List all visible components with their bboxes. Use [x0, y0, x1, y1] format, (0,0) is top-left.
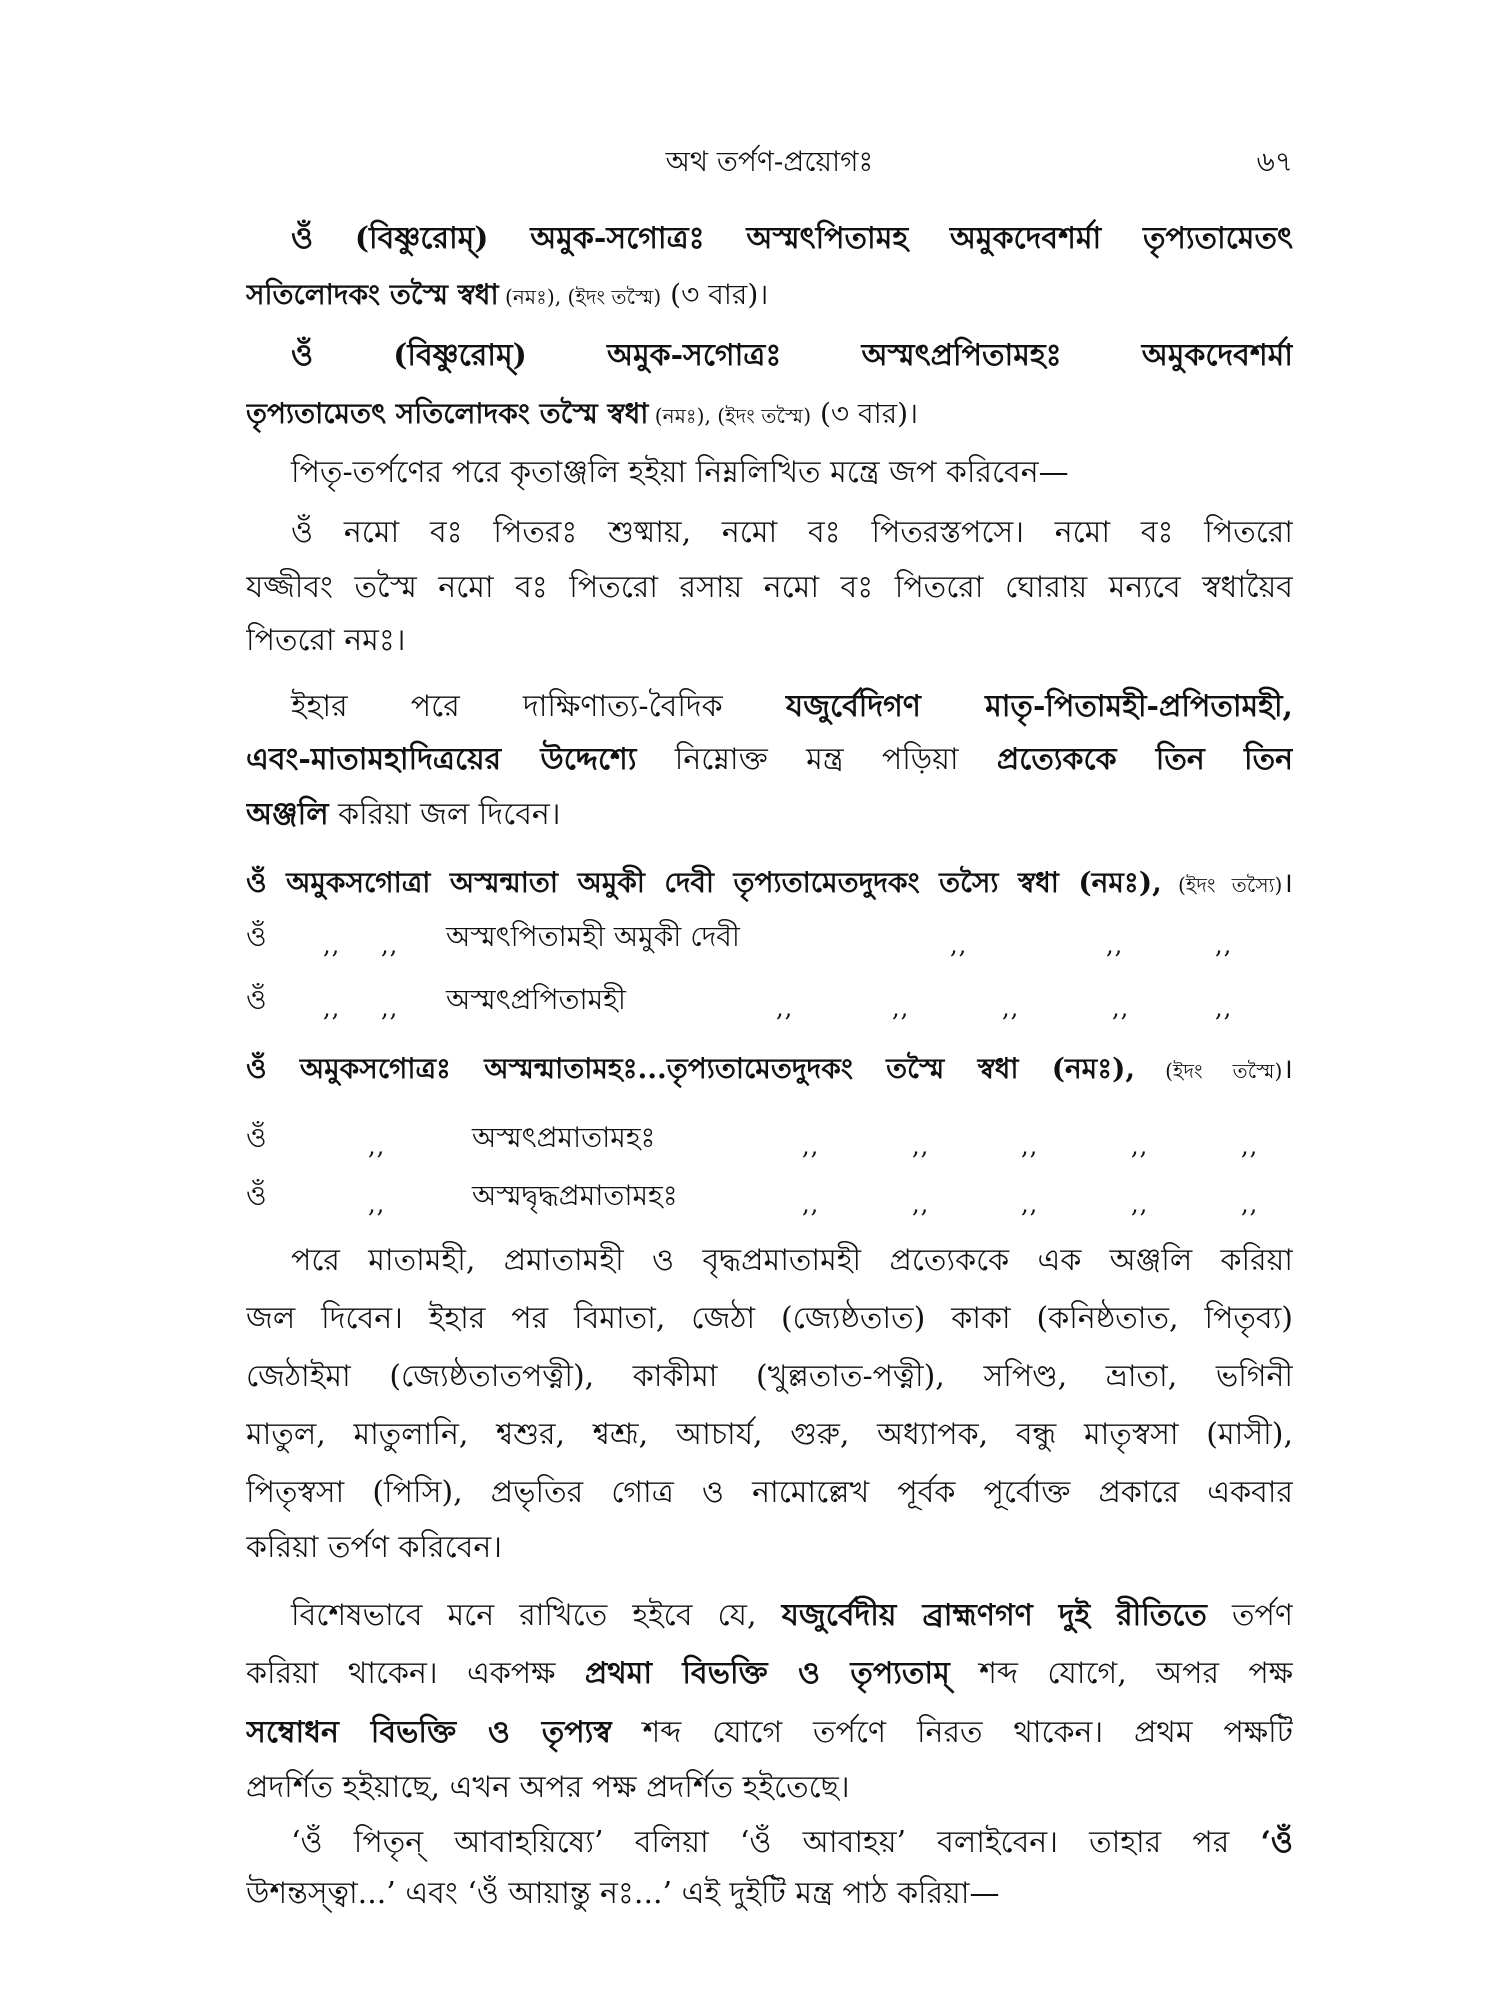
ditto-mark: ,, [1241, 1132, 1259, 1160]
body-text: ‘ওঁ পিতৃন্ আবাহয়িষ্যে’ বলিয়া ‘ওঁ আবাহয়’ বলাইবেন। তাহার পর [291, 1825, 1261, 1860]
text-line [246, 1649, 1293, 1699]
ditto-mark: ,, [1131, 1190, 1149, 1218]
text-line [246, 1763, 1293, 1813]
body-text: প্রদর্শিত হইয়াছে, এখন অপর পক্ষ প্রদর্শিত হইতেছে। [246, 1770, 850, 1805]
body-text: ইহার পরে দাক্ষিণাত্য-বৈদিক [291, 689, 786, 724]
bold-text: সম্বোধন বিভক্তি ও তৃপ্যস্ব [246, 1715, 612, 1750]
ditto-mark: ,, [802, 1190, 820, 1218]
mantra-line [246, 1044, 1293, 1094]
body-text: পিতৃ-তর্পণের পরে কৃতাঞ্জলি হইয়া নিম্নলিখিত মন্ত্রে জপ করিবেন— [291, 455, 1069, 490]
running-title: অথ তর্পণ-প্রয়োগঃ [665, 145, 874, 178]
bold-text: ওঁ অমুকসগোত্রা অস্মন্মাতা অমুকী দেবী তৃপ্যতামেতদুদকং তস্যৈ স্বধা (নমঃ), [246, 866, 1162, 899]
om-symbol: ওঁ [246, 1179, 267, 1212]
text-line [246, 682, 1293, 732]
body-text: উশন্তস্ত্বা...’ এবং ‘ওঁ আয়ান্তু নঃ...’ এই দুইটি মন্ত্র পাঠ করিয়া— [246, 1876, 1000, 1911]
om-symbol: ওঁ [246, 1121, 267, 1154]
bold-text: ওঁ (বিষ্ণুরোম্) অমুক-সগোত্রঃ অস্মৎপিতামহ অমুকদেবশর্মা তৃপ্যতামেতৎ [291, 221, 1293, 256]
mantra-line [246, 858, 1293, 908]
ancestor-name: অস্মৎপ্রমাতামহঃ [472, 1121, 656, 1154]
ditto-mark: ,, [1021, 1132, 1039, 1160]
body-text: । [1282, 866, 1293, 899]
text-line [246, 448, 1293, 498]
ancestor-name: অস্মদ্বৃদ্ধপ্রমাতামহঃ [472, 1179, 678, 1212]
text-line [246, 1708, 1293, 1758]
ditto-mark: ,, [1215, 931, 1233, 959]
bold-text: যজুর্বেদিগণ মাতৃ-পিতামহী-প্রপিতামহী, [785, 689, 1293, 724]
body-text: যজ্জীবং তস্মৈ নমো বঃ পিতরো রসায় নমো বঃ পিতরো ঘোরায় মন্যবে স্বধায়ৈব [246, 570, 1293, 605]
text-line [246, 616, 1293, 666]
bold-text: প্রত্যেককে তিন তিন [996, 742, 1293, 777]
ditto-mark: ,, [1002, 994, 1020, 1022]
ditto-mark: ,, [912, 1190, 930, 1218]
body-text: তর্পণ [1206, 1598, 1293, 1633]
body-text: পিতৃস্বসা (পিসি), প্রভৃতির গোত্র ও নামোল্লেখ পূর্বক পূর্বোক্ত প্রকারে একবার [246, 1475, 1293, 1510]
ditto-mark: ,, [1106, 931, 1124, 959]
ditto-row [0, 1171, 1500, 1221]
text-line [246, 1294, 1293, 1344]
ditto-row [0, 975, 1500, 1025]
ditto-mark: ,, [776, 994, 794, 1022]
text-line [246, 214, 1293, 264]
body-text: (৩ বার)। [811, 397, 919, 430]
parenthetical-note: (ইদং তস্মৈ) [1135, 1059, 1283, 1083]
ditto-mark: ,, [323, 931, 341, 959]
ditto-row [0, 1113, 1500, 1163]
bold-text: অঞ্জলি [246, 797, 329, 832]
text-line [246, 735, 1293, 785]
ditto-mark: ,, [950, 931, 968, 959]
ditto-mark: ,, [381, 994, 399, 1022]
text-line [246, 790, 1293, 840]
bold-text: প্রথমা বিভক্তি ও তৃপ্যতাম্ [584, 1656, 950, 1691]
body-text: শব্দ যোগে তর্পণে নিরত থাকেন। প্রথম পক্ষটি [611, 1715, 1293, 1750]
body-text: পিতরো নমঃ। [246, 623, 406, 658]
ditto-mark: ,, [1112, 994, 1130, 1022]
ditto-mark: ,, [892, 994, 910, 1022]
parenthetical-note: (নমঃ), (ইদং তস্মৈ) [648, 404, 812, 428]
body-text: বিশেষভাবে মনে রাখিতে হইবে যে, [291, 1598, 782, 1633]
ditto-mark: ,, [323, 994, 341, 1022]
parenthetical-note: (নমঃ), (ইদং তস্মৈ) [498, 285, 662, 309]
text-line [246, 508, 1293, 558]
body-text: জেঠাইমা (জ্যেষ্ঠতাতপত্নী), কাকীমা (খুল্লতাত-পত্নী), সপিণ্ড, ভ্রাতা, ভগিনী [246, 1359, 1293, 1394]
bold-text: যজুর্বেদীয় ব্রাহ্মণগণ দুই রীতিতে [781, 1598, 1207, 1633]
body-text: । [1282, 1052, 1293, 1085]
text-line [246, 1352, 1293, 1402]
body-text: শব্দ যোগে, অপর পক্ষ [949, 1656, 1293, 1691]
ditto-mark: ,, [368, 1132, 386, 1160]
text-line [246, 1410, 1293, 1460]
ditto-mark: ,, [1241, 1190, 1259, 1218]
page-number: ৬৭ [1256, 145, 1293, 178]
body-text: করিয়া থাকেন। একপক্ষ [246, 1656, 585, 1691]
ditto-mark: ,, [381, 931, 399, 959]
body-text: নিম্নোক্ত মন্ত্র পড়িয়া [636, 742, 997, 777]
text-line [246, 331, 1293, 381]
text-line [246, 1523, 1293, 1573]
ditto-row [0, 912, 1500, 962]
text-line [246, 1236, 1293, 1286]
text-line [246, 1869, 1293, 1919]
body-text: (৩ বার)। [661, 278, 769, 311]
bold-text: এবং-মাতামহাদিত্রয়ের উদ্দেশ্যে [246, 742, 637, 777]
bold-text: ওঁ অমুকসগোত্রঃ অস্মন্মাতামহঃ...তৃপ্যতামেতদুদকং তস্মৈ স্বধা (নমঃ), [246, 1052, 1136, 1085]
ditto-mark: ,, [912, 1132, 930, 1160]
body-text: ওঁ নমো বঃ পিতরঃ শুষ্মায়, নমো বঃ পিতরস্তপসে। নমো বঃ পিতরো [291, 515, 1293, 550]
bold-text: ‘ওঁ [1260, 1825, 1293, 1860]
ancestor-name: অস্মৎপ্রপিতামহী [446, 983, 626, 1016]
text-line [246, 1818, 1293, 1868]
body-text: জল দিবেন। ইহার পর বিমাতা, জেঠা (জ্যেষ্ঠতাত) কাকা (কনিষ্ঠতাত, পিতৃব্য) [246, 1301, 1293, 1336]
bold-text: সতিলোদকং তস্মৈ স্বধা [246, 278, 499, 311]
body-text: মাতুল, মাতুলানি, শ্বশুর, শ্বশ্রূ, আচার্য, গুরু, অধ্যাপক, বন্ধু মাতৃস্বসা (মাসী), [246, 1417, 1293, 1452]
ditto-mark: ,, [1131, 1132, 1149, 1160]
bold-text: তৃপ্যতামেতৎ সতিলোদকং তস্মৈ স্বধা [246, 397, 649, 430]
text-line [246, 1591, 1293, 1641]
body-text: করিয়া জল দিবেন। [328, 797, 561, 832]
ancestor-name: অস্মৎপিতামহী অমুকী দেবী [446, 920, 740, 953]
text-line [246, 1468, 1293, 1518]
ditto-mark: ,, [802, 1132, 820, 1160]
bold-text: ওঁ (বিষ্ণুরোম্) অমুক-সগোত্রঃ অস্মৎপ্রপিতামহঃ অমুকদেবশর্মা [291, 338, 1293, 373]
om-symbol: ওঁ [246, 920, 267, 953]
parenthetical-note: (ইদং তস্যৈ) [1161, 873, 1283, 897]
text-line [246, 389, 1293, 439]
ditto-mark: ,, [1021, 1190, 1039, 1218]
om-symbol: ওঁ [246, 983, 267, 1016]
body-text: পরে মাতামহী, প্রমাতামহী ও বৃদ্ধপ্রমাতামহী প্রত্যেককে এক অঞ্জলি করিয়া [291, 1243, 1293, 1278]
ditto-mark: ,, [368, 1190, 386, 1218]
ditto-mark: ,, [1215, 994, 1233, 1022]
text-line [246, 270, 1293, 320]
text-line [246, 563, 1293, 613]
body-text: করিয়া তর্পণ করিবেন। [246, 1530, 502, 1565]
